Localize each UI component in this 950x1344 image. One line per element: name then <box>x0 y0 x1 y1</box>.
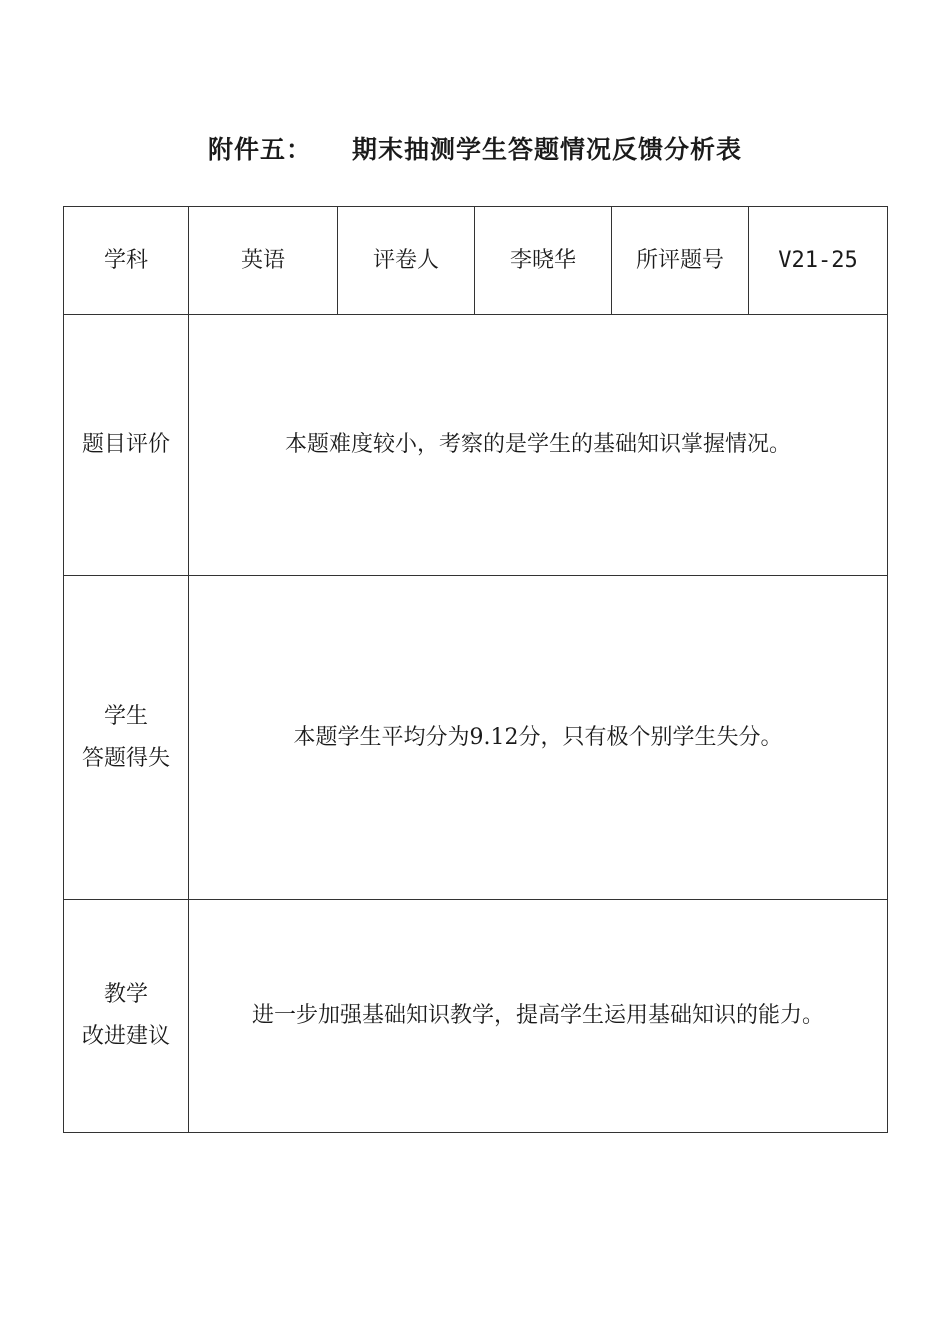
feedback-analysis-table <box>63 206 888 1133</box>
question-number-value: V21-25 <box>749 207 888 315</box>
subject-value: 英语 <box>189 207 338 315</box>
grader-value: 李晓华 <box>475 207 612 315</box>
header-row <box>64 207 888 315</box>
title-main: 期末抽测学生答题情况反馈分析表 <box>352 135 743 164</box>
title-prefix: 附件五： <box>207 135 312 164</box>
evaluation-content: 本题难度较小，考察的是学生的基础知识掌握情况。 <box>189 315 888 576</box>
performance-label <box>64 576 189 900</box>
performance-row <box>64 576 888 900</box>
question-number-label: 所评题号 <box>612 207 749 315</box>
advice-label-line1: 教学 <box>103 982 148 1008</box>
advice-label-line2: 改进建议 <box>81 1024 170 1049</box>
evaluation-label: 题目评价 <box>64 315 189 576</box>
performance-label-line2: 答题得失 <box>81 745 170 771</box>
advice-content: 进一步加强基础知识教学，提高学生运用基础知识的能力。 <box>189 900 888 1133</box>
page-title <box>0 130 950 166</box>
performance-label-line1: 学生 <box>103 703 148 729</box>
advice-label <box>64 900 189 1133</box>
subject-label: 学科 <box>64 207 189 315</box>
grader-label: 评卷人 <box>338 207 475 315</box>
advice-row <box>64 900 888 1133</box>
performance-content: 本题学生平均分为9.12分，只有极个别学生失分。 <box>189 576 888 900</box>
evaluation-row <box>64 315 888 576</box>
